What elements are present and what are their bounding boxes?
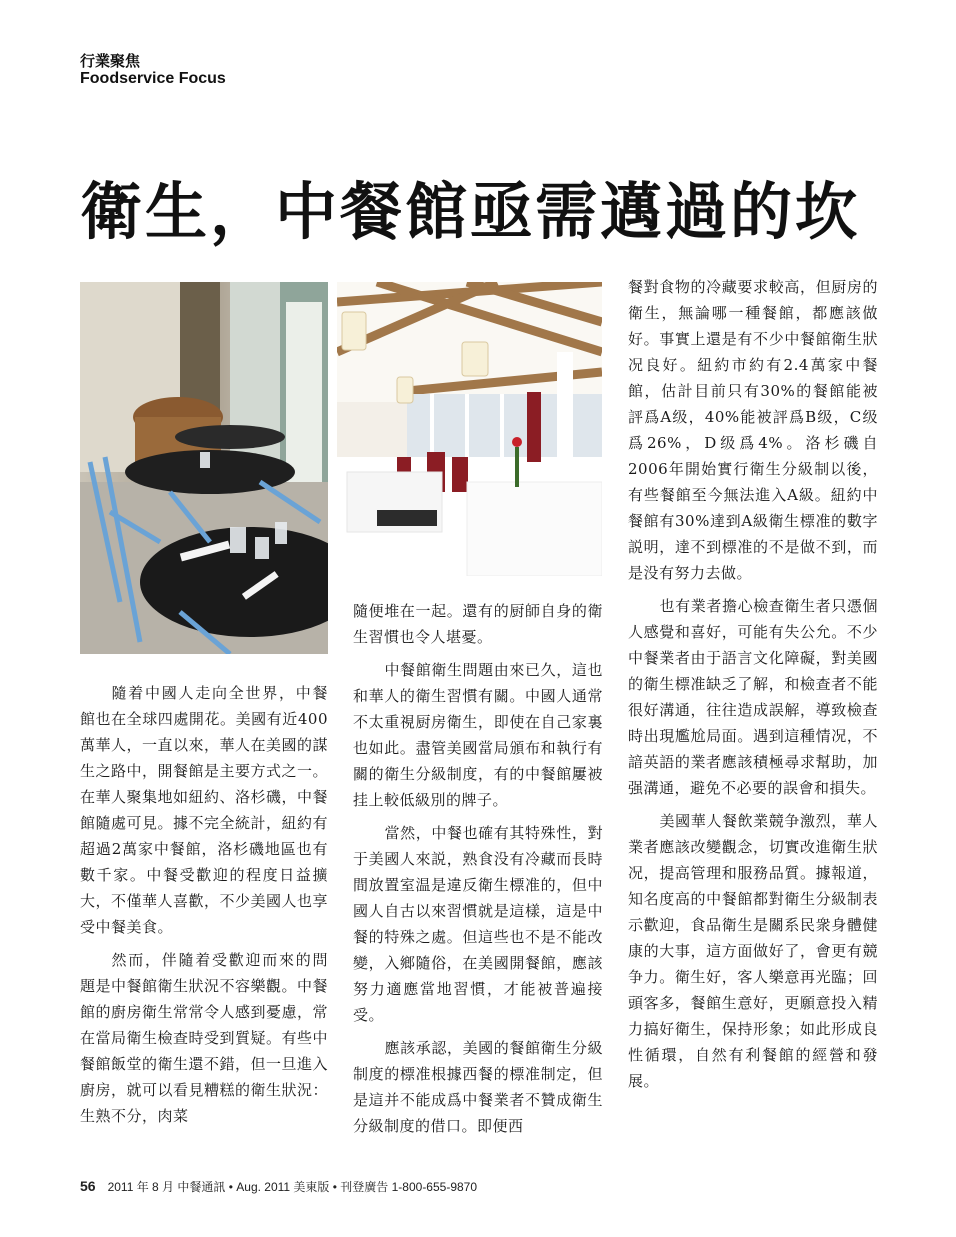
footer-publication-info: 2011 年 8 月 中餐通訊 • Aug. 2011 美東版 • 刊登廣告 1-800-655-9870 — [107, 1180, 478, 1194]
paragraph: 也有業者擔心檢查衛生者只憑個人感覺和喜好，可能有失公允。不少中餐業者由于語言文化障礙，對美國的衛生標准缺乏了解，和檢查者不能很好溝通，往往造成誤解，導致檢查時出現尷尬局面。遇到這種情况，不諳英語的業者應該積極尋求幫助，加强溝通，避免不必要的誤會和損失。 — [628, 597, 878, 797]
article-column-right — [628, 274, 878, 1101]
paragraph: 美國華人餐飲業競争激烈，華人業者應該改變觀念，切實改進衛生狀况，提高管理和服務品質。據報道，知名度高的中餐館都對衛生分級制表示歡迎，食品衛生是關系民衆身體健康的大事，這方面做好了，會更有競争力。衛生好，客人樂意再光臨；回頭客多，餐館生意好，更願意投入精力搞好衛生，保持形象；如此形成良性循環，自然有利餐館的經營和發展。 — [628, 812, 878, 1090]
page-footer — [80, 1178, 477, 1195]
outdoor-cafe-photo — [80, 282, 328, 654]
article-column-left — [80, 680, 328, 1136]
paragraph: 餐對食物的冷藏要求較高，但厨房的衛生，無論哪一種餐館，都應該做好。事實上還是有不少中餐館衛生狀况良好。紐約市約有2.4萬家中餐館，估計目前只有30%的餐館能被評爲A级，40%能被評爲B级，C级爲26%，D级爲4%。洛杉磯自2006年開始實行衛生分級制以後，有些餐館至今無法進入A級。紐約中餐館有30%達到A級衛生標准的數字説明，達不到標准的不是做不到，而是没有努力去做。 — [628, 278, 878, 582]
paragraph: 當然，中餐也確有其特殊性，對于美國人來説，熟食没有冷藏而長時間放置室温是違反衛生標准的，但中國人自古以來習慣就是這樣，這是中餐的特殊之處。但這些也不是不能改變，入鄉隨俗，在美國開餐館，應該努力適應當地習慣，才能被普遍接受。 — [353, 824, 603, 1024]
paragraph: 然而，伴隨着受歡迎而來的問題是中餐館衛生狀況不容樂觀。中餐館的廚房衛生常常令人感到憂慮，常在當局衛生檢查時受到質疑。有些中餐館飯堂的衛生還不錯，但一旦進入廚房，就可以看見糟糕的衛生狀況：生熟不分，肉菜 — [80, 951, 329, 1125]
paragraph: 應該承認，美國的餐館衛生分級制度的標准根據西餐的標准制定，但是這并不能成爲中餐業者不贊成衛生分級制度的借口。即便西 — [353, 1039, 603, 1135]
page-number: 56 — [80, 1178, 96, 1194]
section-label-cn: 行業聚焦 — [80, 52, 141, 70]
section-label-en: Foodservice Focus — [80, 70, 226, 87]
paragraph: 隨便堆在一起。還有的厨師自身的衛生習慣也令人堪憂。 — [353, 602, 603, 646]
article-headline: 衛生，中餐館亟需邁過的坎 — [80, 175, 861, 248]
restaurant-dining-room-photo — [337, 282, 602, 576]
article-column-middle — [353, 598, 603, 1146]
paragraph: 隨着中國人走向全世界，中餐館也在全球四處開花。美國有近400萬華人，一直以來，華人在美國的謀生之路中，開餐館是主要方式之一。在華人聚集地如紐約、洛杉磯，中餐館隨處可見。據不完全統計，紐約有超過2萬家中餐館，洛杉磯地區也有數千家。中餐受歡迎的程度日益擴大，不僅華人喜歡，不少美國人也享受中餐美食。 — [80, 684, 329, 936]
paragraph: 中餐館衛生問題由來已久，這也和華人的衛生習慣有關。中國人通常不太重視厨房衛生，即使在自己家裏也如此。盡管美國當局頒布和執行有關的衛生分級制度，有的中餐館屢被挂上較低級別的牌子。 — [353, 661, 603, 809]
